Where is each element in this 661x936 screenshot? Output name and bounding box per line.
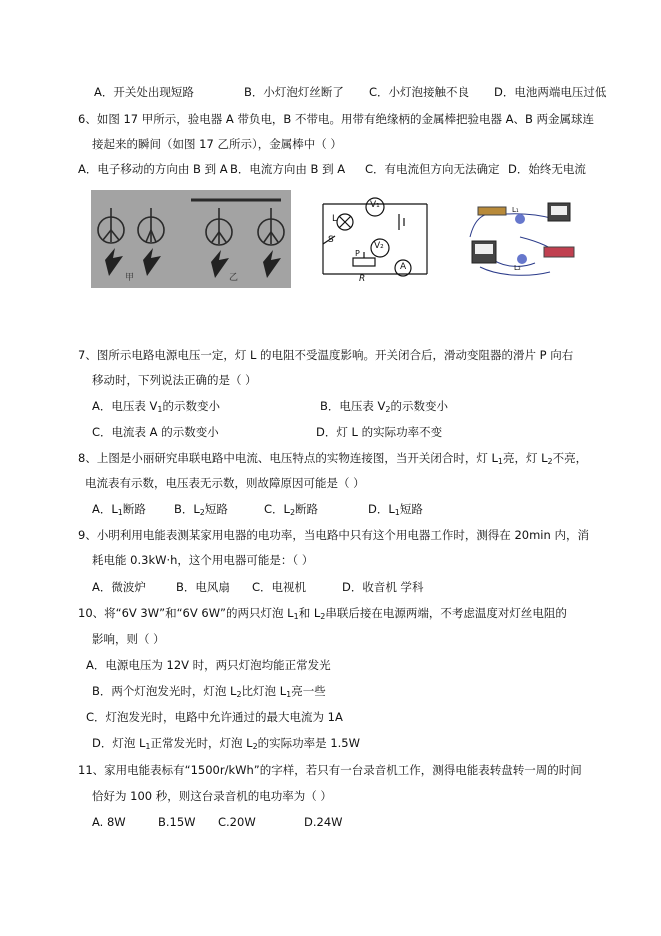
circuit-label-v1: V₁ (370, 200, 380, 210)
q8-option-c: C．$L_2$断路 (264, 502, 319, 517)
q7-stem-line2: 移动时，下列说法正确的是（ ） (92, 373, 257, 387)
q10-option-a: A．电源电压为 12V 时，两只灯泡均能正常发光 (86, 658, 331, 672)
q9-option-a: A．微波炉 (92, 580, 146, 594)
q11-option-a: A. 8W (92, 815, 126, 829)
q11-stem-line2: 恰好为 100 秒，则这台录音机的电功率为（ ） (92, 789, 332, 803)
q11-option-c: C.20W (218, 815, 256, 829)
q7-row-ab (92, 399, 448, 413)
q6-option-d: D．始终无电流 (508, 162, 586, 176)
circuit-label-p: P (355, 249, 360, 258)
q9-stem-line2: 耗电能 0.3kW·h，这个用电器可能是：（ ） (92, 553, 314, 567)
q9-stem-line1: 9、小明利用电能表测某家用电器的电功率，当电路中只有这个用电器工作时，测得在 20min 内，消 (78, 528, 589, 542)
q5-options (94, 85, 606, 99)
q8-options (92, 502, 423, 516)
wiring-label-l2: L₂ (514, 264, 521, 272)
q7-stem-line1: 7、图所示电路电源电压一定，灯 L 的电阻不受温度影响。开关闭合后，滑动变阻器的滑片 P 向右 (78, 348, 574, 362)
q6-option-a: A．电子移动的方向由 B 到 A (78, 162, 228, 176)
photo-label-jia: 甲 (125, 273, 135, 283)
q6-stem-line2: 接起来的瞬间（如图 17 乙所示），金属棒中（ ） (92, 137, 342, 151)
q10-option-d: D．灯泡 $L_1$正常发光时，灯泡 $L_2$的实际功率是 1.5W (92, 736, 360, 751)
q5-option-a: A．开关处出现短路 (94, 85, 194, 99)
wiring-drawing (460, 197, 585, 282)
q9-option-b: B．电风扇 (176, 580, 230, 594)
circuit-label-a: A (400, 262, 407, 272)
circuit-label-l: L (332, 214, 338, 224)
q11-option-d: D.24W (304, 815, 343, 829)
wiring-label-l1: L₁ (512, 206, 519, 214)
q10-stem-line2: 影响，则（ ） (92, 632, 165, 646)
q6-stem-line1: 6、如图 17 甲所示，验电器 A 带负电，B 不带电。用带有绝缘柄的金属棒把验电器 A、B 两金属球连 (78, 112, 595, 126)
q9-options (92, 580, 424, 594)
q5-option-c: C．小灯泡接触不良 (369, 85, 470, 99)
q5-option-d: D．电池两端电压过低 (494, 85, 607, 99)
q8-option-a: A．$L_1$断路 (92, 502, 146, 517)
q8-option-d: D．$L_1$短路 (368, 502, 423, 517)
electroscope-drawing (91, 190, 291, 288)
circuit-label-v2: V₂ (374, 241, 384, 251)
wiring-diagram (460, 197, 585, 282)
q6-options (78, 162, 586, 176)
q10-stem-line1: 10、将“6V 3W”和“6V 6W”的两只灯泡 $L_1$和 $L_2$串联后接在电源两端，不考虑温度对灯丝电阻的 (78, 606, 567, 621)
q7-option-a: A．电压表 $V_1$的示数变小 (92, 399, 220, 414)
circuit-label-s: S (328, 235, 334, 245)
q8-option-b: B．$L_2$短路 (174, 502, 228, 517)
q10-option-c: C．灯泡发光时，电路中允许通过的最大电流为 1A (86, 710, 343, 724)
q9-option-c: C．电视机 (252, 580, 307, 594)
photo-label-yi: 乙 (229, 273, 239, 283)
q7-row-cd (92, 425, 442, 439)
q9-option-d: D．收音机 学科 (342, 580, 424, 594)
q11-options (92, 815, 343, 829)
q11-option-b: B.15W (158, 815, 196, 829)
q6-option-b: B．电流方向由 B 到 A (230, 162, 346, 176)
q7-option-c: C．电流表 A 的示数变小 (92, 425, 219, 439)
q11-stem-line1: 11、家用电能表标有“1500r/kWh”的字样，若只有一台录音机工作，测得电能表转盘转一周的时间 (78, 763, 582, 777)
circuit-diagram (315, 192, 435, 287)
q5-option-b: B．小灯泡灯丝断了 (244, 85, 344, 99)
q7-option-b: B．电压表 $V_2$的示数变小 (320, 399, 449, 414)
q6-option-c: C．有电流但方向无法确定 (365, 162, 500, 176)
q7-option-d: D．灯 L 的实际功率不变 (316, 425, 443, 439)
q10-option-b: B．两个灯泡发光时，灯泡 $L_2$比灯泡 $L_1$亮一些 (92, 684, 326, 699)
circuit-label-r: R (359, 274, 366, 284)
electroscope-photo (91, 190, 291, 288)
q8-stem-line2: 电流表有示数，电压表无示数，则故障原因可能是（ ） (85, 476, 365, 490)
q8-stem-line1: 8、上图是小丽研究串联电路中电流、电压特点的实物连接图，当开关闭合时，灯 $L_1$亮，灯 $L_2$不亮， (78, 451, 588, 466)
